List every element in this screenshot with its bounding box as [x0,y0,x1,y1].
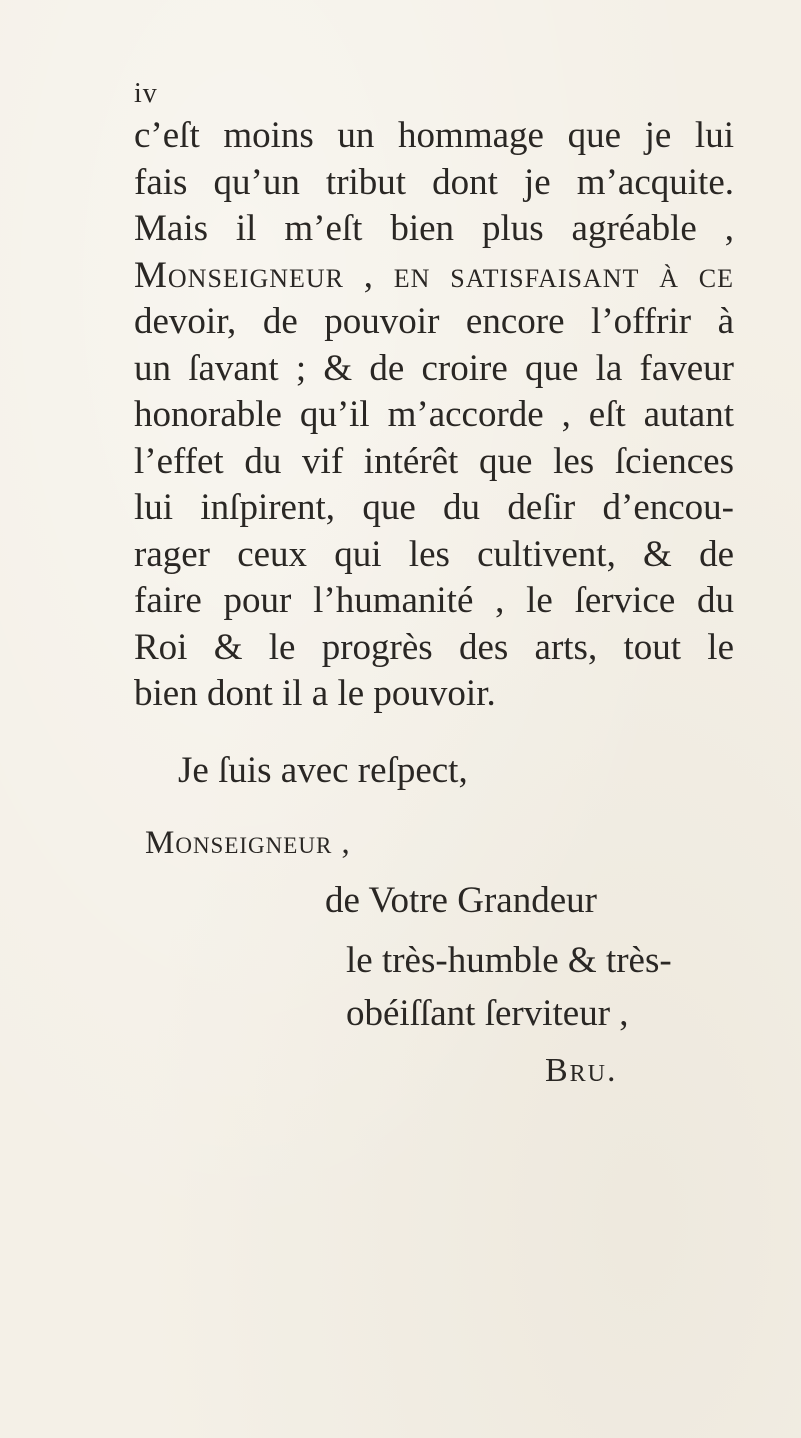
text-line: c’eſt moins un hommage que je lui [134,115,734,156]
text-line: fais qu’un tribut dont je m’acquite. [134,161,734,203]
text-line: un ſavant ; & de croire que la faveur [134,347,734,389]
closing-servant: obéiſſant ſerviteur , [346,993,629,1034]
dedication-body [134,113,734,718]
author-signature: Bru. [545,1052,618,1089]
text-line: rager ceux qui les cultivent, & de [134,533,734,575]
text-line: bien dont il a le pouvoir. [134,673,496,714]
text-line: honorable qu’il m’accorde , eſt autant [134,394,734,435]
text-line: faire pour l’humanité , le ſervice du [134,580,734,621]
closing-respect: Je ſuis avec reſpect, [178,750,468,791]
text-line: l’effet du vif intérêt que les ſciences [134,440,734,482]
text-line: lui inſpirent, que du deſir d’encou- [134,487,734,528]
page-folio: iv [134,78,158,109]
closing-grandeur: de Votre Grandeur [325,880,597,921]
closing-humble: le très-humble & très- [346,940,672,981]
text-line: Mais il m’eſt bien plus agréable , [134,208,734,249]
closing-salutation: Monseigneur , [145,825,351,861]
text-line: Monseigneur , en ſatisfaiſant à ce [134,254,734,296]
text-line: Roi & le progrès des arts, tout le [134,626,734,668]
text-line: devoir, de pouvoir encore l’offrir à [134,301,734,342]
